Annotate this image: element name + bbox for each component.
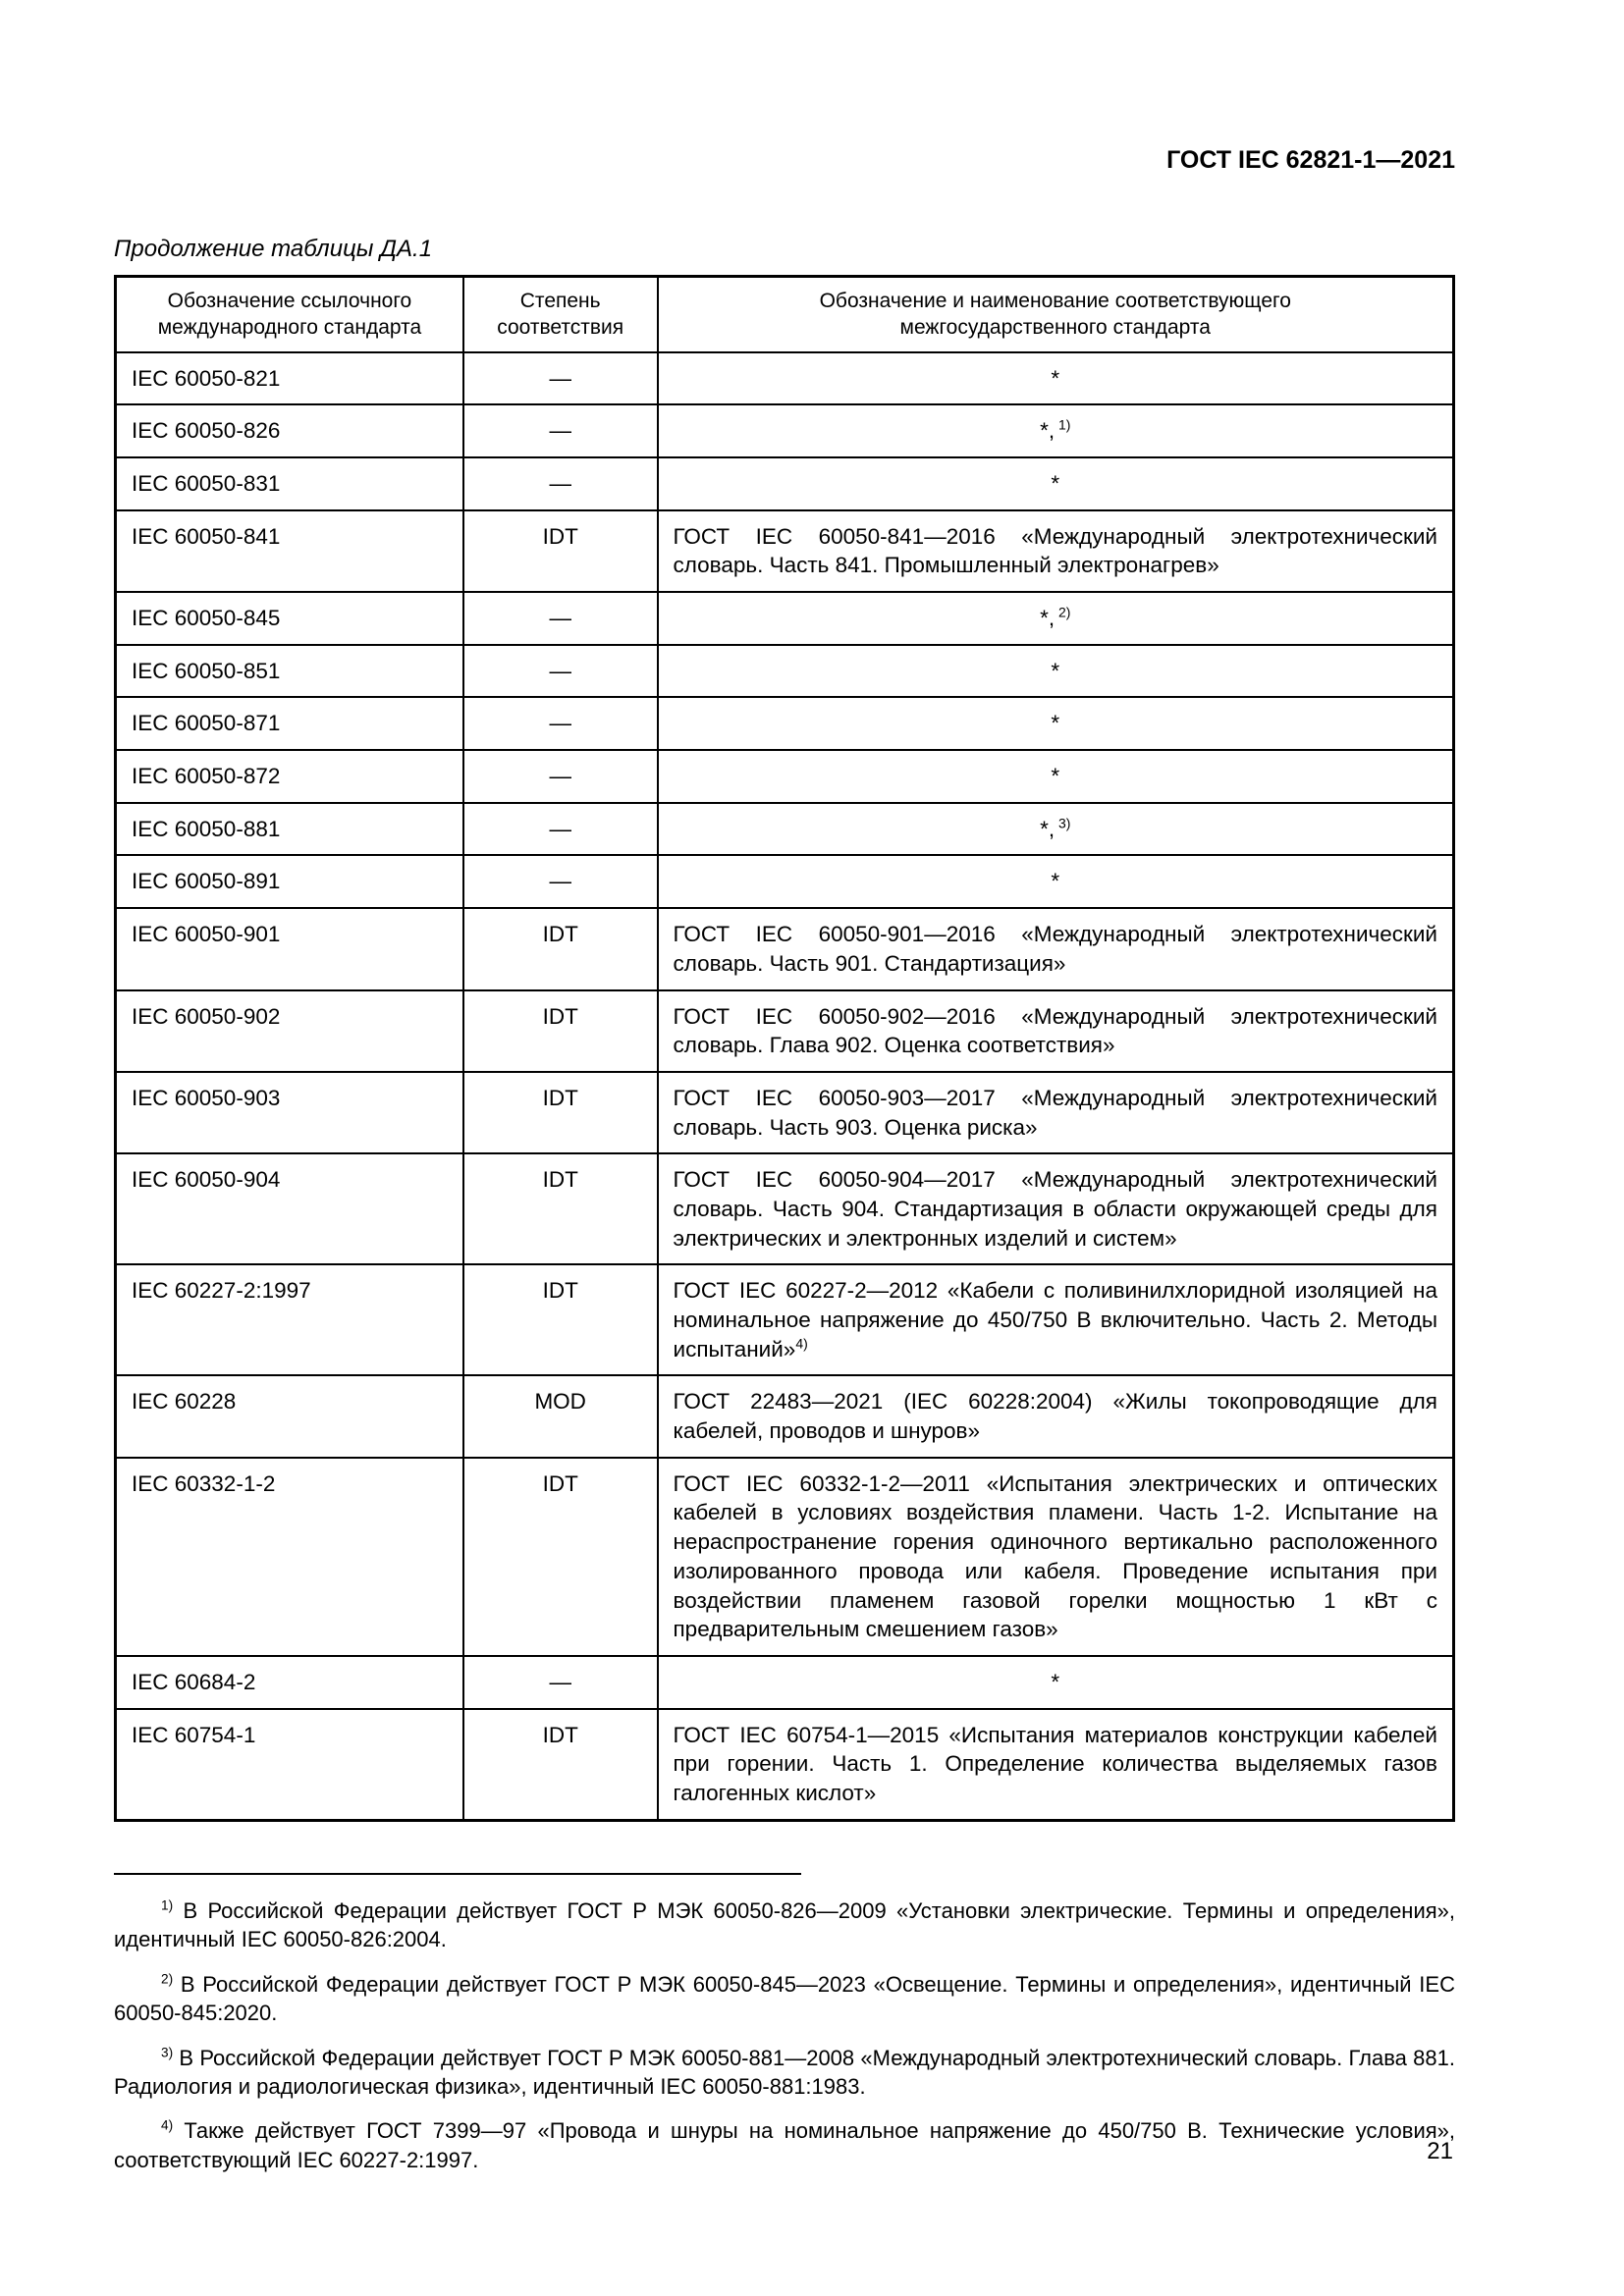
footnote-marker: 3) (1055, 815, 1071, 831)
conformity-degree-cell: — (463, 352, 658, 405)
ref-standard-cell: IEC 60050-821 (116, 352, 463, 405)
interstate-standard-cell (658, 352, 1454, 405)
ref-standard-cell: IEC 60227-2:1997 (116, 1264, 463, 1375)
conformity-degree-cell: IDT (463, 908, 658, 989)
ref-standard-cell: IEC 60050-826 (116, 404, 463, 457)
interstate-standard-cell (658, 990, 1454, 1072)
table-head (116, 277, 1454, 352)
interstate-standard-cell (658, 1709, 1454, 1821)
ref-standard-cell: IEC 60050-904 (116, 1153, 463, 1264)
interstate-standard-text: ГОСТ IEC 60227-2—2012 «Кабели с поливинилхлоридной изоляцией на номинальное напряжение до 450/750 В включительно. Часть 2. Методы испытаний» (673, 1278, 1437, 1362)
column-header: Степень соответствия (463, 277, 658, 352)
table-row (116, 592, 1454, 645)
ref-standard-cell: IEC 60050-841 (116, 510, 463, 592)
interstate-standard-text: * (1051, 365, 1060, 391)
interstate-standard-cell (658, 1153, 1454, 1264)
ref-standard-cell: IEC 60332-1-2 (116, 1458, 463, 1656)
footnote: $^{2)}$ В Российской Федерации действует ГОСТ Р МЭК 60050-845—2023 «Освещение. Термины и определения», идентичный IEC 60050-845:2020. (114, 1971, 1455, 2026)
interstate-standard-text: * (1051, 1669, 1060, 1694)
conformity-degree-cell: IDT (463, 1153, 658, 1264)
ref-standard-cell: IEC 60050-872 (116, 750, 463, 803)
interstate-standard-text: * (1051, 869, 1060, 894)
footnotes-block (114, 1896, 1455, 2175)
table-caption: Продолжение таблицы ДА.1 (114, 236, 433, 262)
ref-standard-cell: IEC 60050-831 (116, 457, 463, 510)
ref-standard-cell: IEC 60050-845 (116, 592, 463, 645)
table-row (116, 855, 1454, 908)
table-row (116, 1153, 1454, 1264)
table-row (116, 1458, 1454, 1656)
table-row (116, 1375, 1454, 1457)
conformity-degree-cell: IDT (463, 1072, 658, 1153)
conformity-degree-cell: IDT (463, 990, 658, 1072)
table-row (116, 1656, 1454, 1709)
interstate-standard-text: * (1051, 470, 1060, 496)
conformity-degree-cell: — (463, 645, 658, 698)
table-row (116, 750, 1454, 803)
conformity-degree-cell: IDT (463, 510, 658, 592)
conformity-degree-cell: — (463, 592, 658, 645)
conformity-degree-cell: — (463, 697, 658, 750)
conformity-degree-cell: — (463, 750, 658, 803)
footnote-marker: 4) (795, 1335, 808, 1352)
footnote-separator-rule (114, 1873, 801, 1875)
footnote-marker: 1) (1055, 416, 1071, 433)
interstate-standard-cell (658, 457, 1454, 510)
conformity-degree-cell: — (463, 457, 658, 510)
conformity-degree-cell: — (463, 404, 658, 457)
footnote-marker: 3) (161, 2045, 174, 2060)
footnote-marker: 4) (161, 2118, 174, 2134)
table-header-row (116, 277, 1454, 352)
footnote-marker: 2) (161, 1971, 174, 1987)
ref-standard-cell: IEC 60050-881 (116, 803, 463, 856)
ref-standard-cell: IEC 60228 (116, 1375, 463, 1457)
table-row (116, 352, 1454, 405)
ref-standard-cell: IEC 60050-901 (116, 908, 463, 989)
interstate-standard-text: *, (1040, 606, 1056, 631)
footnote: $^{4)}$ Также действует ГОСТ 7399—97 «Провода и шнуры на номинальное напряжение до 450/750 В. Технические условия», соответствующий IEC 60227-2:1997. (114, 2118, 1455, 2172)
interstate-standard-cell (658, 1264, 1454, 1375)
conformity-degree-cell: — (463, 1656, 658, 1709)
ref-standard-cell: IEC 60050-891 (116, 855, 463, 908)
conformity-degree-cell: — (463, 803, 658, 856)
table-row (116, 1264, 1454, 1375)
interstate-standard-cell (658, 908, 1454, 989)
conformity-degree-cell: IDT (463, 1709, 658, 1821)
footnote-marker: 1) (161, 1897, 174, 1913)
conformity-degree-cell: MOD (463, 1375, 658, 1457)
table-row (116, 1709, 1454, 1821)
interstate-standard-cell (658, 803, 1454, 856)
table-row (116, 645, 1454, 698)
table-body (116, 352, 1454, 1821)
interstate-standard-text: ГОСТ IEC 60332-1-2—2011 «Испытания электрических и оптических кабелей в условиях воздействия пламени. Часть 1-2. Испытание на нераспространение горения одиночного вертикально расположенного изолированного провода или кабеля. Проведение испытания при воздействии пламенем газовой горелки мощностью 1 кВт с предварительным смешением газов» (673, 1470, 1437, 1642)
interstate-standard-cell (658, 645, 1454, 698)
interstate-standard-text: *, (1040, 418, 1056, 444)
ref-standard-cell: IEC 60754-1 (116, 1709, 463, 1821)
standards-correspondence-table (114, 275, 1455, 1822)
footnote-marker: 2) (1055, 604, 1071, 620)
interstate-standard-text: ГОСТ IEC 60050-903—2017 «Международный электротехнический словарь. Часть 903. Оценка риска» (673, 1085, 1437, 1140)
interstate-standard-text: ГОСТ IEC 60050-904—2017 «Международный электротехнический словарь. Часть 904. Стандартизация в области окружающей среды для электрических и электронных изделий и систем» (673, 1167, 1437, 1251)
interstate-standard-text: * (1051, 711, 1060, 736)
interstate-standard-text: ГОСТ IEC 60050-902—2016 «Международный электротехнический словарь. Глава 902. Оценка соответствия» (673, 1003, 1437, 1058)
table-row (116, 457, 1454, 510)
interstate-standard-cell (658, 697, 1454, 750)
ref-standard-cell: IEC 60050-851 (116, 645, 463, 698)
ref-standard-cell: IEC 60050-871 (116, 697, 463, 750)
interstate-standard-text: ГОСТ 22483—2021 (IEC 60228:2004) «Жилы токопроводящие для кабелей, проводов и шнуров» (673, 1389, 1437, 1444)
column-header: Обозначение и наименование соответствующего межгосударственного стандарта (658, 277, 1454, 352)
column-header: Обозначение ссылочного международного стандарта (116, 277, 463, 352)
interstate-standard-cell (658, 1072, 1454, 1153)
footnote: $^{3)}$ В Российской Федерации действует ГОСТ Р МЭК 60050-881—2008 «Международный электротехнический словарь. Глава 881. Радиология и радиологическая физика», идентичный IEC 60050-881:1983. (114, 2045, 1455, 2099)
interstate-standard-text: ГОСТ IEC 60050-841—2016 «Международный электротехнический словарь. Часть 841. Промышленный электронагрев» (673, 523, 1437, 578)
ref-standard-cell: IEC 60684-2 (116, 1656, 463, 1709)
conformity-degree-cell: IDT (463, 1458, 658, 1656)
interstate-standard-text: * (1051, 764, 1060, 789)
interstate-standard-cell (658, 1458, 1454, 1656)
interstate-standard-text: *, (1040, 816, 1056, 841)
interstate-standard-cell (658, 1656, 1454, 1709)
table-row (116, 510, 1454, 592)
conformity-degree-cell: IDT (463, 1264, 658, 1375)
interstate-standard-text: * (1051, 658, 1060, 683)
interstate-standard-text: ГОСТ IEC 60754-1—2015 «Испытания материалов конструкции кабелей при горении. Часть 1. Определение количества выделяемых газов галогенных кислот» (673, 1722, 1437, 1805)
page-number: 21 (1427, 2138, 1453, 2164)
ref-standard-cell: IEC 60050-903 (116, 1072, 463, 1153)
interstate-standard-cell (658, 750, 1454, 803)
interstate-standard-cell (658, 510, 1454, 592)
ref-standard-cell: IEC 60050-902 (116, 990, 463, 1072)
interstate-standard-text: ГОСТ IEC 60050-901—2016 «Международный электротехнический словарь. Часть 901. Стандартизация» (673, 922, 1437, 976)
footnote: $^{1)}$ В Российской Федерации действует ГОСТ Р МЭК 60050-826—2009 «Установки электрические. Термины и определения», идентичный IEC 60050-826:2004. (114, 1897, 1455, 1952)
table-row (116, 990, 1454, 1072)
conformity-degree-cell: — (463, 855, 658, 908)
interstate-standard-cell (658, 592, 1454, 645)
interstate-standard-cell (658, 404, 1454, 457)
table-row (116, 1072, 1454, 1153)
document-reference-header: ГОСТ IEC 62821-1—2021 (1166, 146, 1455, 174)
interstate-standard-cell (658, 855, 1454, 908)
table-row (116, 803, 1454, 856)
table-row (116, 697, 1454, 750)
table-row (116, 404, 1454, 457)
table-row (116, 908, 1454, 989)
interstate-standard-cell (658, 1375, 1454, 1457)
